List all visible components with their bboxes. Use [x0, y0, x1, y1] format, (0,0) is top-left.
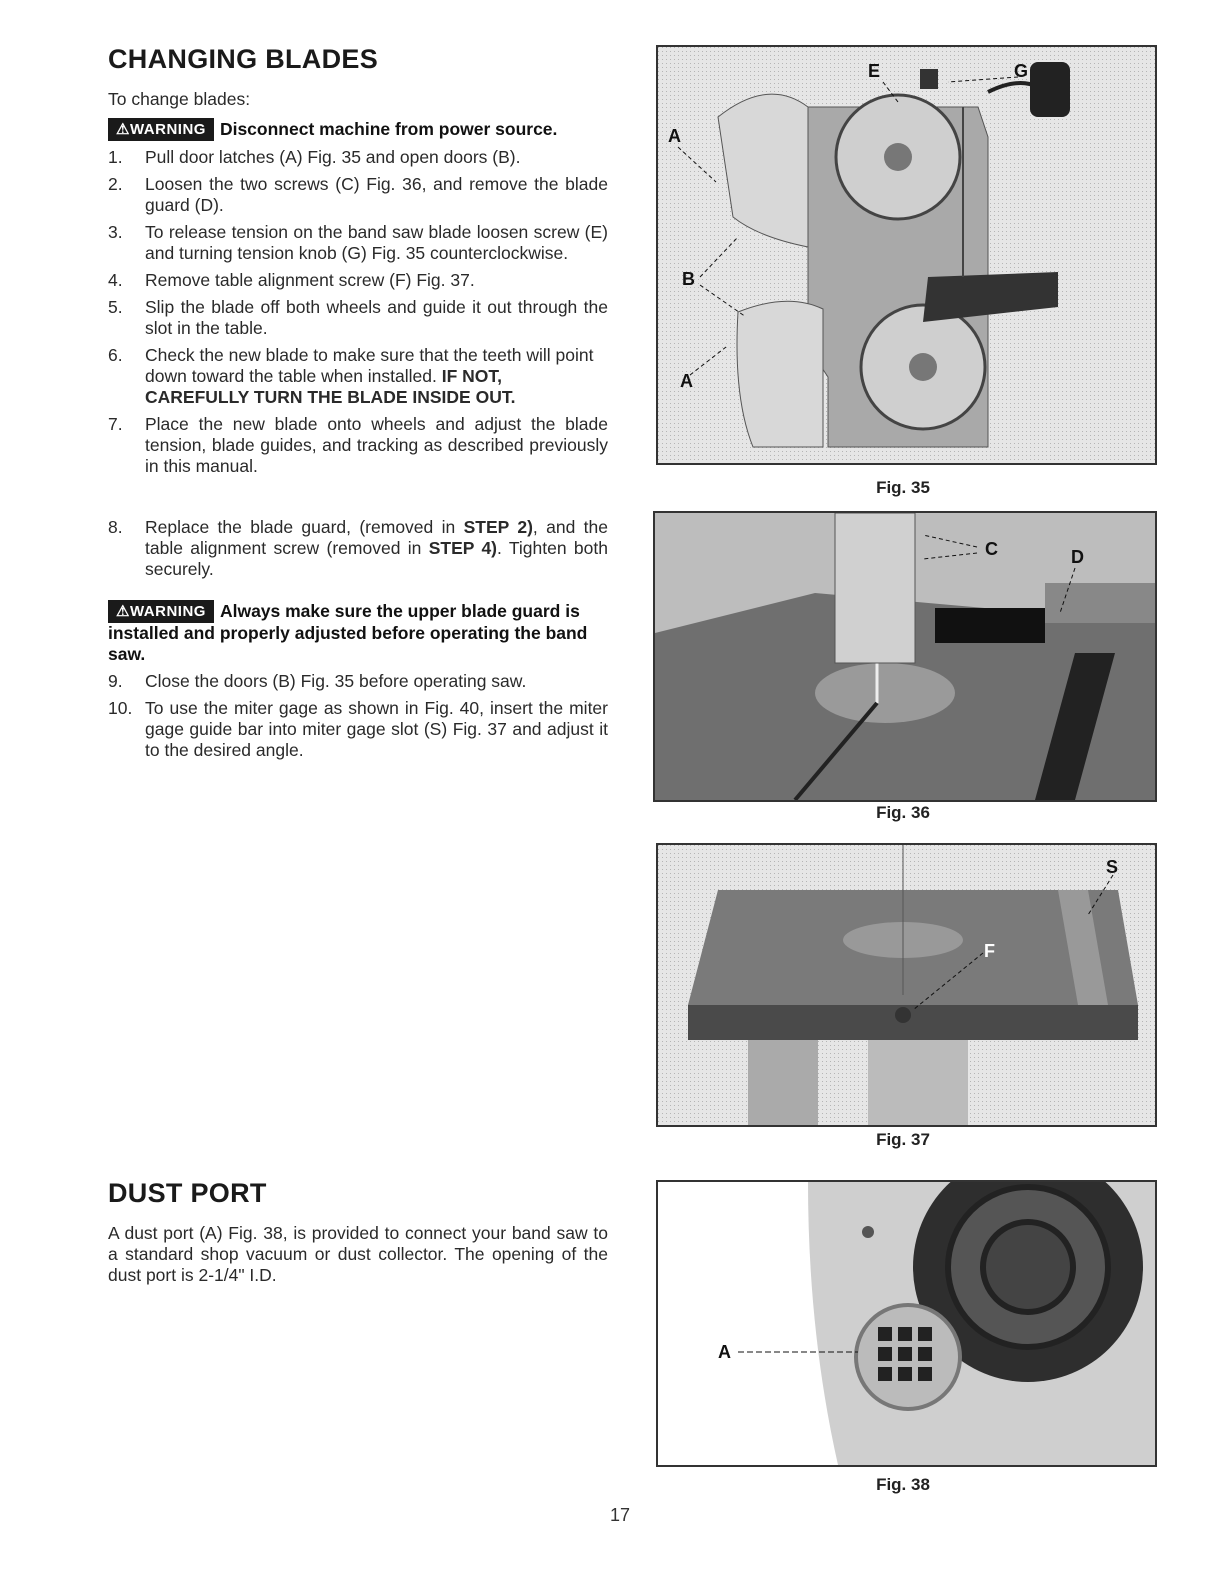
label-f: F — [984, 941, 995, 961]
figure-38 — [656, 1180, 1157, 1467]
blade-guard — [935, 608, 1045, 643]
list-item — [108, 147, 608, 168]
label-a: A — [718, 1342, 731, 1362]
step-emphasis: IF NOT, CAREFULLY TURN THE BLADE INSIDE OUT. — [145, 366, 516, 407]
saw-table-edge — [688, 1005, 1138, 1040]
alignment-screw — [895, 1007, 911, 1023]
label-e: E — [868, 61, 881, 81]
warning-text: Disconnect machine from power source. — [219, 119, 558, 139]
figure-38-illustration — [658, 1182, 1155, 1465]
figure-35 — [656, 45, 1157, 465]
list-item — [108, 270, 608, 291]
table-insert — [815, 663, 955, 723]
dust-port-grid — [878, 1327, 932, 1381]
step-emphasis: STEP 2) — [463, 517, 533, 537]
warning-disconnect — [108, 118, 608, 141]
figure-36-caption: Fig. 36 — [876, 803, 930, 822]
step-text: , and the table alignment screw (removed in — [145, 517, 608, 558]
figure-37-illustration — [658, 845, 1155, 1125]
figure-37 — [656, 843, 1157, 1127]
warning-text: Always make sure the upper blade guard is installed and properly adjusted before operating the band saw. — [108, 601, 588, 664]
list-item — [108, 414, 608, 477]
blade-guide-assembly — [835, 513, 915, 663]
list-item — [108, 671, 608, 692]
step-number: 1. — [108, 147, 123, 167]
list-item — [108, 174, 608, 216]
step-text: Slip the blade off both wheels and guide it out through the slot in the table. — [145, 297, 608, 338]
guard-rail — [1045, 583, 1155, 623]
label-c: C — [985, 539, 998, 559]
warning-badge: ⚠WARNING — [108, 118, 214, 141]
label-g: G — [1014, 61, 1029, 81]
step-text: Pull door latches (A) Fig. 35 and open doors (B). — [145, 147, 521, 167]
label-d: D — [1071, 547, 1084, 567]
list-item — [108, 297, 608, 339]
step-text: Close the doors (B) Fig. 35 before operating saw. — [145, 671, 527, 691]
trunnion — [868, 1040, 968, 1125]
list-item — [108, 345, 608, 408]
step-number: 6. — [108, 345, 123, 365]
step-text: Loosen the two screws (C) Fig. 36, and remove the blade guard (D). — [145, 174, 608, 215]
step-number: 10. — [108, 698, 133, 718]
step-number: 4. — [108, 270, 123, 290]
label-a-upper: A — [668, 126, 681, 146]
label-a-lower: A — [680, 371, 693, 391]
step-text: . Tighten both securely. — [145, 538, 608, 579]
step-text: To use the miter gage as shown in Fig. 40, insert the miter gage guide bar into miter gage slot (S) Fig. 37 and adjust it to the desired angle. — [145, 698, 608, 760]
step-text: Place the new blade onto wheels and adjust the blade tension, blade guides, and tracking as described previously in this manual. — [145, 414, 608, 476]
figure-36-illustration — [655, 513, 1155, 800]
step-number: 7. — [108, 414, 123, 434]
changing-blades-heading: CHANGING BLADES — [108, 44, 379, 74]
step-number: 3. — [108, 222, 123, 242]
label-b: B — [682, 269, 695, 289]
step-emphasis: STEP 4) — [428, 538, 497, 558]
steps-list-2 — [108, 671, 608, 761]
figure-35-illustration — [658, 47, 1155, 463]
step-text: Remove table alignment screw (F) Fig. 37. — [145, 270, 475, 290]
step-text: Replace the blade guard, (removed in — [145, 517, 464, 537]
figure-36 — [653, 511, 1157, 802]
warning-blade-guard — [108, 600, 608, 665]
lamp — [1030, 62, 1070, 117]
steps-list — [108, 147, 608, 580]
figure-38-caption: Fig. 38 — [876, 1475, 930, 1494]
dust-port-heading: DUST PORT — [108, 1178, 267, 1208]
saw-base — [748, 1040, 818, 1125]
label-s: S — [1106, 857, 1119, 877]
step-number: 9. — [108, 671, 123, 691]
housing-screw — [862, 1226, 874, 1238]
step-number: 8. — [108, 517, 123, 537]
intro-text: To change blades: — [108, 89, 251, 109]
step-number: 5. — [108, 297, 123, 317]
motor-fan-inner — [983, 1222, 1073, 1312]
figure-35-caption: Fig. 35 — [876, 478, 930, 497]
tension-knob — [920, 69, 938, 89]
warning-badge: ⚠WARNING — [108, 600, 214, 623]
page-number: 17 — [609, 1505, 631, 1525]
step-text: To release tension on the band saw blade loosen screw (E) and turning tension knob (G) Fig. 35 counterclockwise. — [145, 222, 608, 263]
step-number: 2. — [108, 174, 123, 194]
upper-wheel-hub — [884, 143, 912, 171]
lower-wheel-hub — [909, 353, 937, 381]
left-column — [108, 44, 608, 767]
step-text: Check the new blade to make sure that the teeth will point down toward the table when installed. — [145, 345, 594, 386]
dust-port-section — [108, 1178, 608, 1286]
dust-port-text: A dust port (A) Fig. 38, is provided to connect your band saw to a standard shop vacuum or dust collector. The opening of the dust port is 2-1/4" I.D. — [108, 1223, 608, 1285]
figure-37-caption: Fig. 37 — [876, 1130, 930, 1149]
list-item — [108, 698, 608, 761]
list-item — [108, 222, 608, 264]
lower-door — [737, 301, 823, 447]
list-item — [108, 517, 608, 580]
